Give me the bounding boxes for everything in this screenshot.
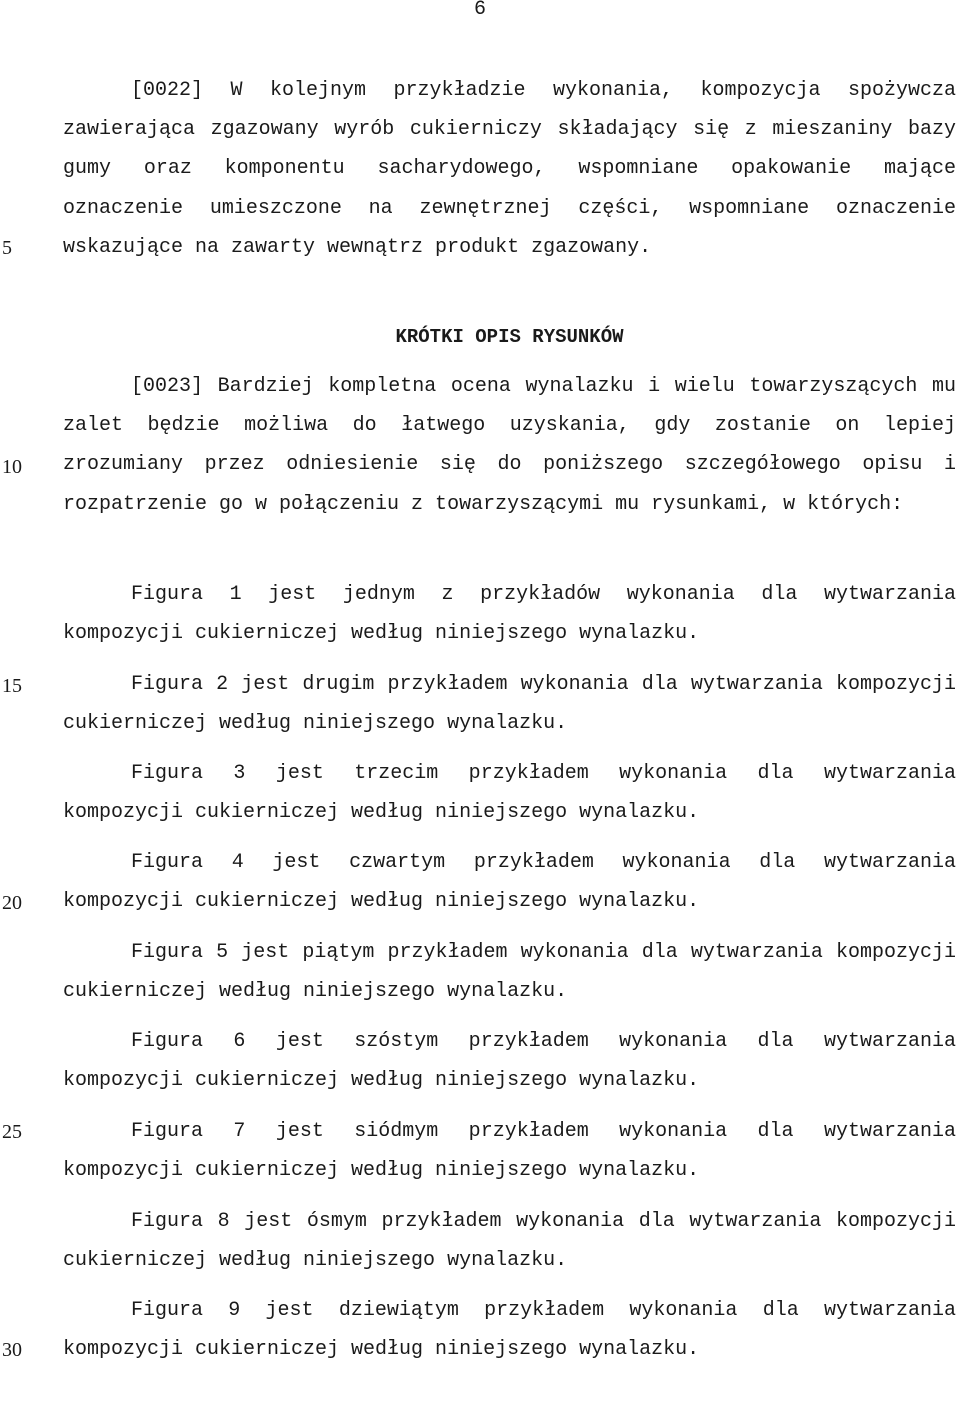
figure-description-4: Figura 4 jest czwartym przykładem wykonania dla wytwarzania kompozycji cukierniczej według niniejszego wynalazku. (63, 851, 956, 914)
line-number: 5 (2, 237, 12, 259)
figure-description-7: Figura 7 jest siódmym przykładem wykonania dla wytwarzania kompozycji cukierniczej według niniejszego wynalazku. (63, 1120, 956, 1183)
line-number: 25 (2, 1121, 22, 1143)
figure-description-6: Figura 6 jest szóstym przykładem wykonania dla wytwarzania kompozycji cukierniczej według niniejszego wynalazku. (63, 1030, 956, 1093)
paragraph-0022: [0022] W kolejnym przykładzie wykonania, kompozycja spożywcza zawierająca zgazowany wyrób cukierniczy składający się z mieszaniny bazy gumy oraz komponentu sacharydowego, wspomniane opakowanie mające oznaczenie umieszczone na zewnętrznej części, wspomniane oznaczenie wskazujące na zawarty wewnątrz produkt zgazowany. (63, 79, 956, 259)
figure-description-5: Figura 5 jest piątym przykładem wykonania dla wytwarzania kompozycji cukierniczej według niniejszego wynalazku. (63, 941, 956, 1004)
page-number: 6 (473, 0, 486, 21)
figure-description-9: Figura 9 jest dziewiątym przykładem wykonania dla wytwarzania kompozycji cukierniczej według niniejszego wynalazku. (63, 1299, 956, 1362)
figure-description-3: Figura 3 jest trzecim przykładem wykonania dla wytwarzania kompozycji cukierniczej według niniejszego wynalazku. (63, 762, 956, 825)
line-number: 15 (2, 675, 22, 697)
figure-description-2: Figura 2 jest drugim przykładem wykonania dla wytwarzania kompozycji cukierniczej według niniejszego wynalazku. (63, 673, 956, 736)
figure-description-1: Figura 1 jest jednym z przykładów wykonania dla wytwarzania kompozycji cukierniczej według niniejszego wynalazku. (63, 583, 956, 646)
paragraph-0023: [0023] Bardziej kompletna ocena wynalazku i wielu towarzyszących mu zalet będzie możliwa do łatwego uzyskania, gdy zostanie on lepiej zrozumiany przez odniesienie się do poniższego szczegółowego opisu i rozpatrzenie go w połączeniu z towarzyszącymi mu rysunkami, w których: (63, 375, 956, 516)
line-number: 30 (2, 1339, 22, 1361)
line-number: 20 (2, 892, 22, 914)
section-heading: KRÓTKI OPIS RYSUNKÓW (395, 326, 624, 348)
figure-description-8: Figura 8 jest ósmym przykładem wykonania dla wytwarzania kompozycji cukierniczej według niniejszego wynalazku. (63, 1210, 956, 1273)
line-number: 10 (2, 456, 22, 478)
